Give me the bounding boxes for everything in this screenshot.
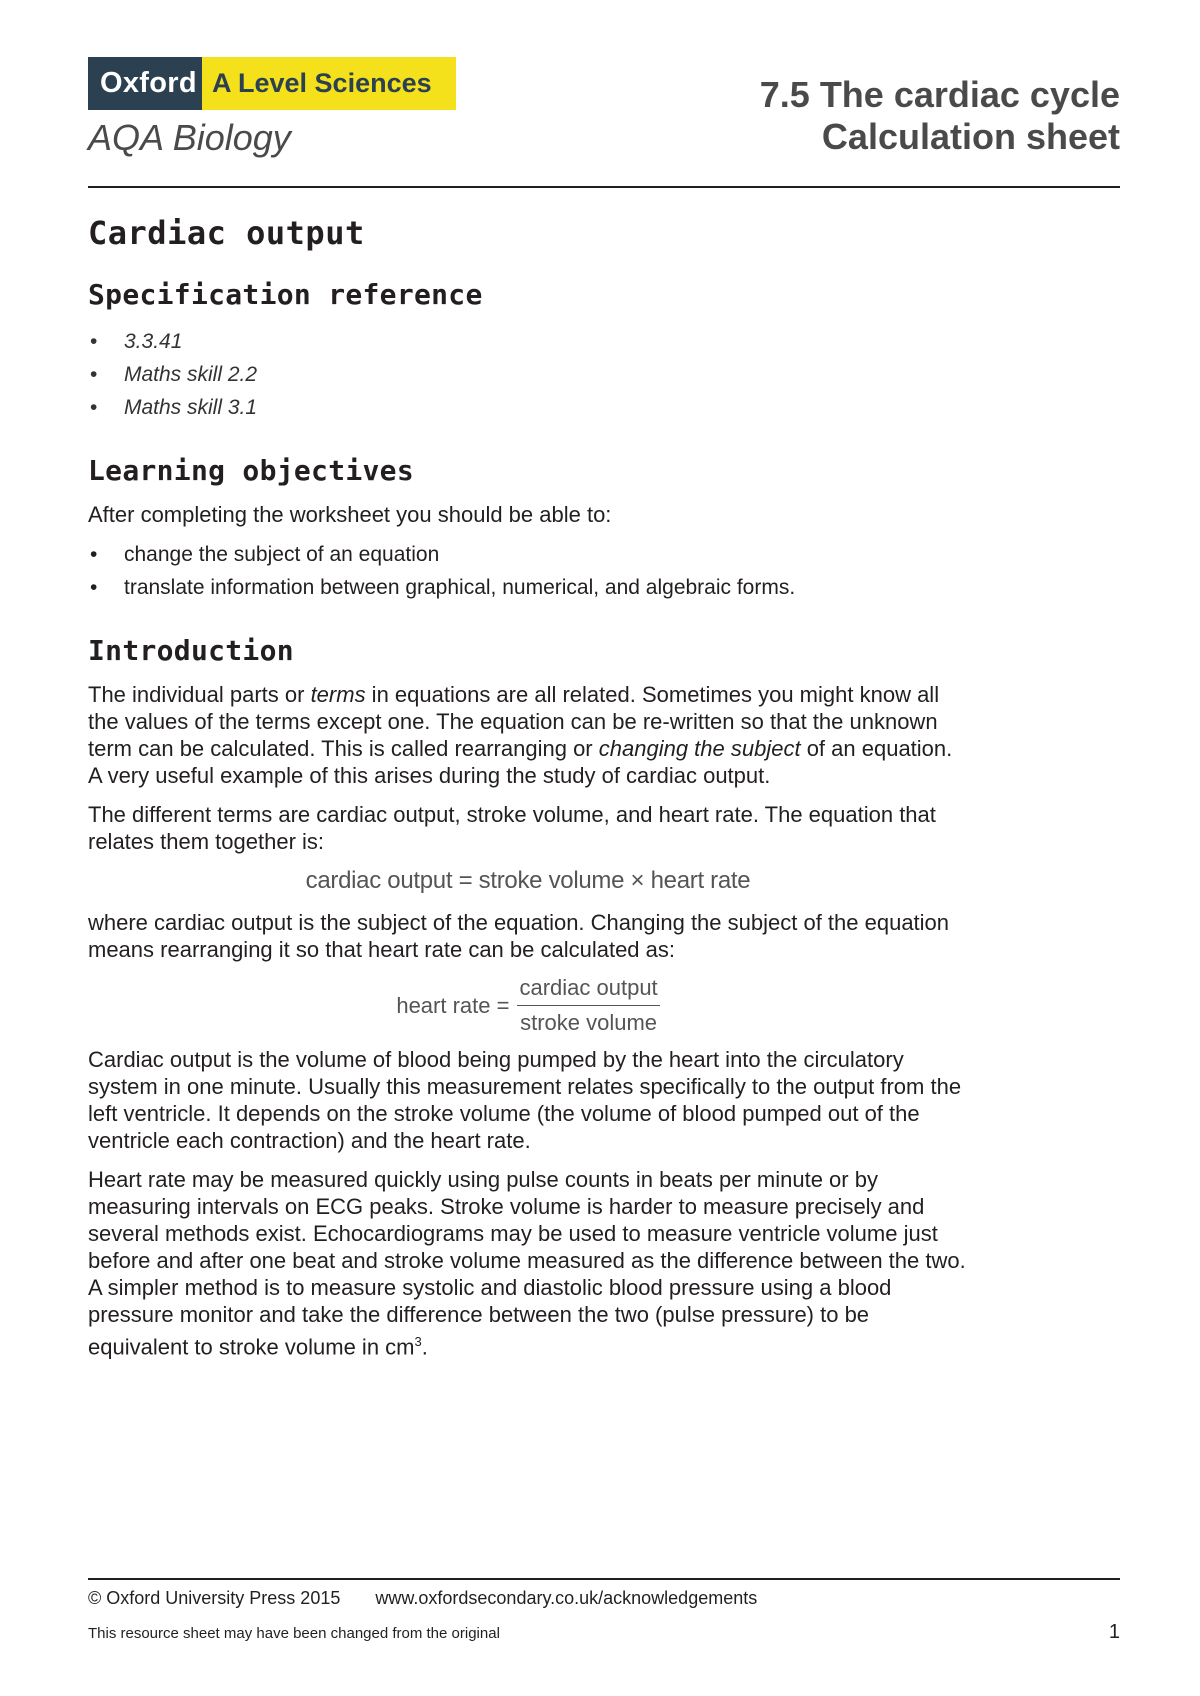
term-emphasis: changing the subject <box>598 736 801 761</box>
intro-paragraph-5 <box>88 1166 968 1360</box>
intro-text: The individual parts or <box>88 682 311 707</box>
intro-text: of an equation. A very useful example of this arises during the study of cardiac output. <box>88 736 953 788</box>
page-heading: Cardiac output <box>88 214 365 252</box>
equation-heart-rate <box>88 975 968 1036</box>
superscript: 3 <box>414 1334 422 1349</box>
footer-credits <box>88 1588 757 1609</box>
brand-oxford: Oxford <box>88 57 202 110</box>
brand-logo <box>88 57 456 110</box>
sheet-title-line2: Calculation sheet <box>821 116 1120 157</box>
objectives-heading: Learning objectives <box>88 454 414 487</box>
objective-item: • translate information between graphical, numerical, and algebraic forms. <box>88 571 968 604</box>
header-divider <box>88 186 1120 188</box>
term-emphasis: terms <box>310 682 366 707</box>
acknowledgements-link[interactable]: www.oxfordsecondary.co.uk/acknowledgements <box>375 1588 758 1608</box>
objectives-lead: After completing the worksheet you should be able to: <box>88 502 612 527</box>
intro-paragraph-3: where cardiac output is the subject of the equation. Changing the subject of the equation means rearranging it so that heart rate can be calculated as: <box>88 910 950 962</box>
intro-paragraph-1 <box>88 681 968 789</box>
page-number: 1 <box>1108 1621 1120 1643</box>
sheet-title-line1: 7.5 The cardiac cycle <box>759 74 1120 115</box>
objective-item: • change the subject of an equation <box>88 538 968 571</box>
subject-title: AQA Biology <box>88 117 291 158</box>
copyright-text: © Oxford University Press 2015 <box>88 1588 341 1608</box>
footer-note: This resource sheet may have been changed from the original <box>88 1625 500 1642</box>
spec-item: • Maths skill 3.1 <box>88 391 968 424</box>
intro-paragraph-2: The different terms are cardiac output, stroke volume, and heart rate. The equation that relates them together is: <box>88 802 936 854</box>
equation-cardiac-output: cardiac output = stroke volume × heart rate <box>305 867 751 894</box>
footer-divider <box>88 1578 1120 1580</box>
fraction-numerator: cardiac output <box>517 975 659 1006</box>
intro-paragraph-4: Cardiac output is the volume of blood being pumped by the heart into the circulatory system in one minute. Usually this measurement relates specifically to the output from the left ventricle. It depends on the stroke volume (the volume of blood pumped out of the ventricle each contraction) and the heart rate. <box>88 1047 962 1153</box>
main-content <box>88 214 968 1372</box>
spec-list <box>88 325 968 424</box>
intro-heading: Introduction <box>88 634 294 667</box>
sheet-title <box>760 74 1120 158</box>
spec-item: • 3.3.41 <box>88 325 968 358</box>
brand-a-level-sciences: A Level Sciences <box>202 57 456 110</box>
intro-text: in equations are all related. Sometimes you might know all the values of the terms except one. The equation can be re-written so that the unknown term can be calculated. This is called rearranging or <box>88 682 940 761</box>
intro-text: . <box>421 1334 428 1360</box>
equation-lhs: heart rate = <box>396 992 510 1018</box>
fraction-denominator: stroke volume <box>520 1010 658 1035</box>
equation-fraction <box>517 975 659 1036</box>
intro-text: Heart rate may be measured quickly using pulse counts in beats per minute or by measuring intervals on ECG peaks. Stroke volume is harder to measure precisely and several methods exist. Echocardiograms may be used to measure ventricle volume just before and after one beat and stroke volume measured as the difference between the two. A simpler method is to measure systolic and diastolic blood pressure using a blood pressure monitor and take the difference between the two (pulse pressure) to be equivalent to stroke volume in cm <box>88 1167 966 1360</box>
spec-heading: Specification reference <box>88 278 483 311</box>
spec-item: • Maths skill 2.2 <box>88 358 968 391</box>
objectives-list <box>88 538 968 604</box>
